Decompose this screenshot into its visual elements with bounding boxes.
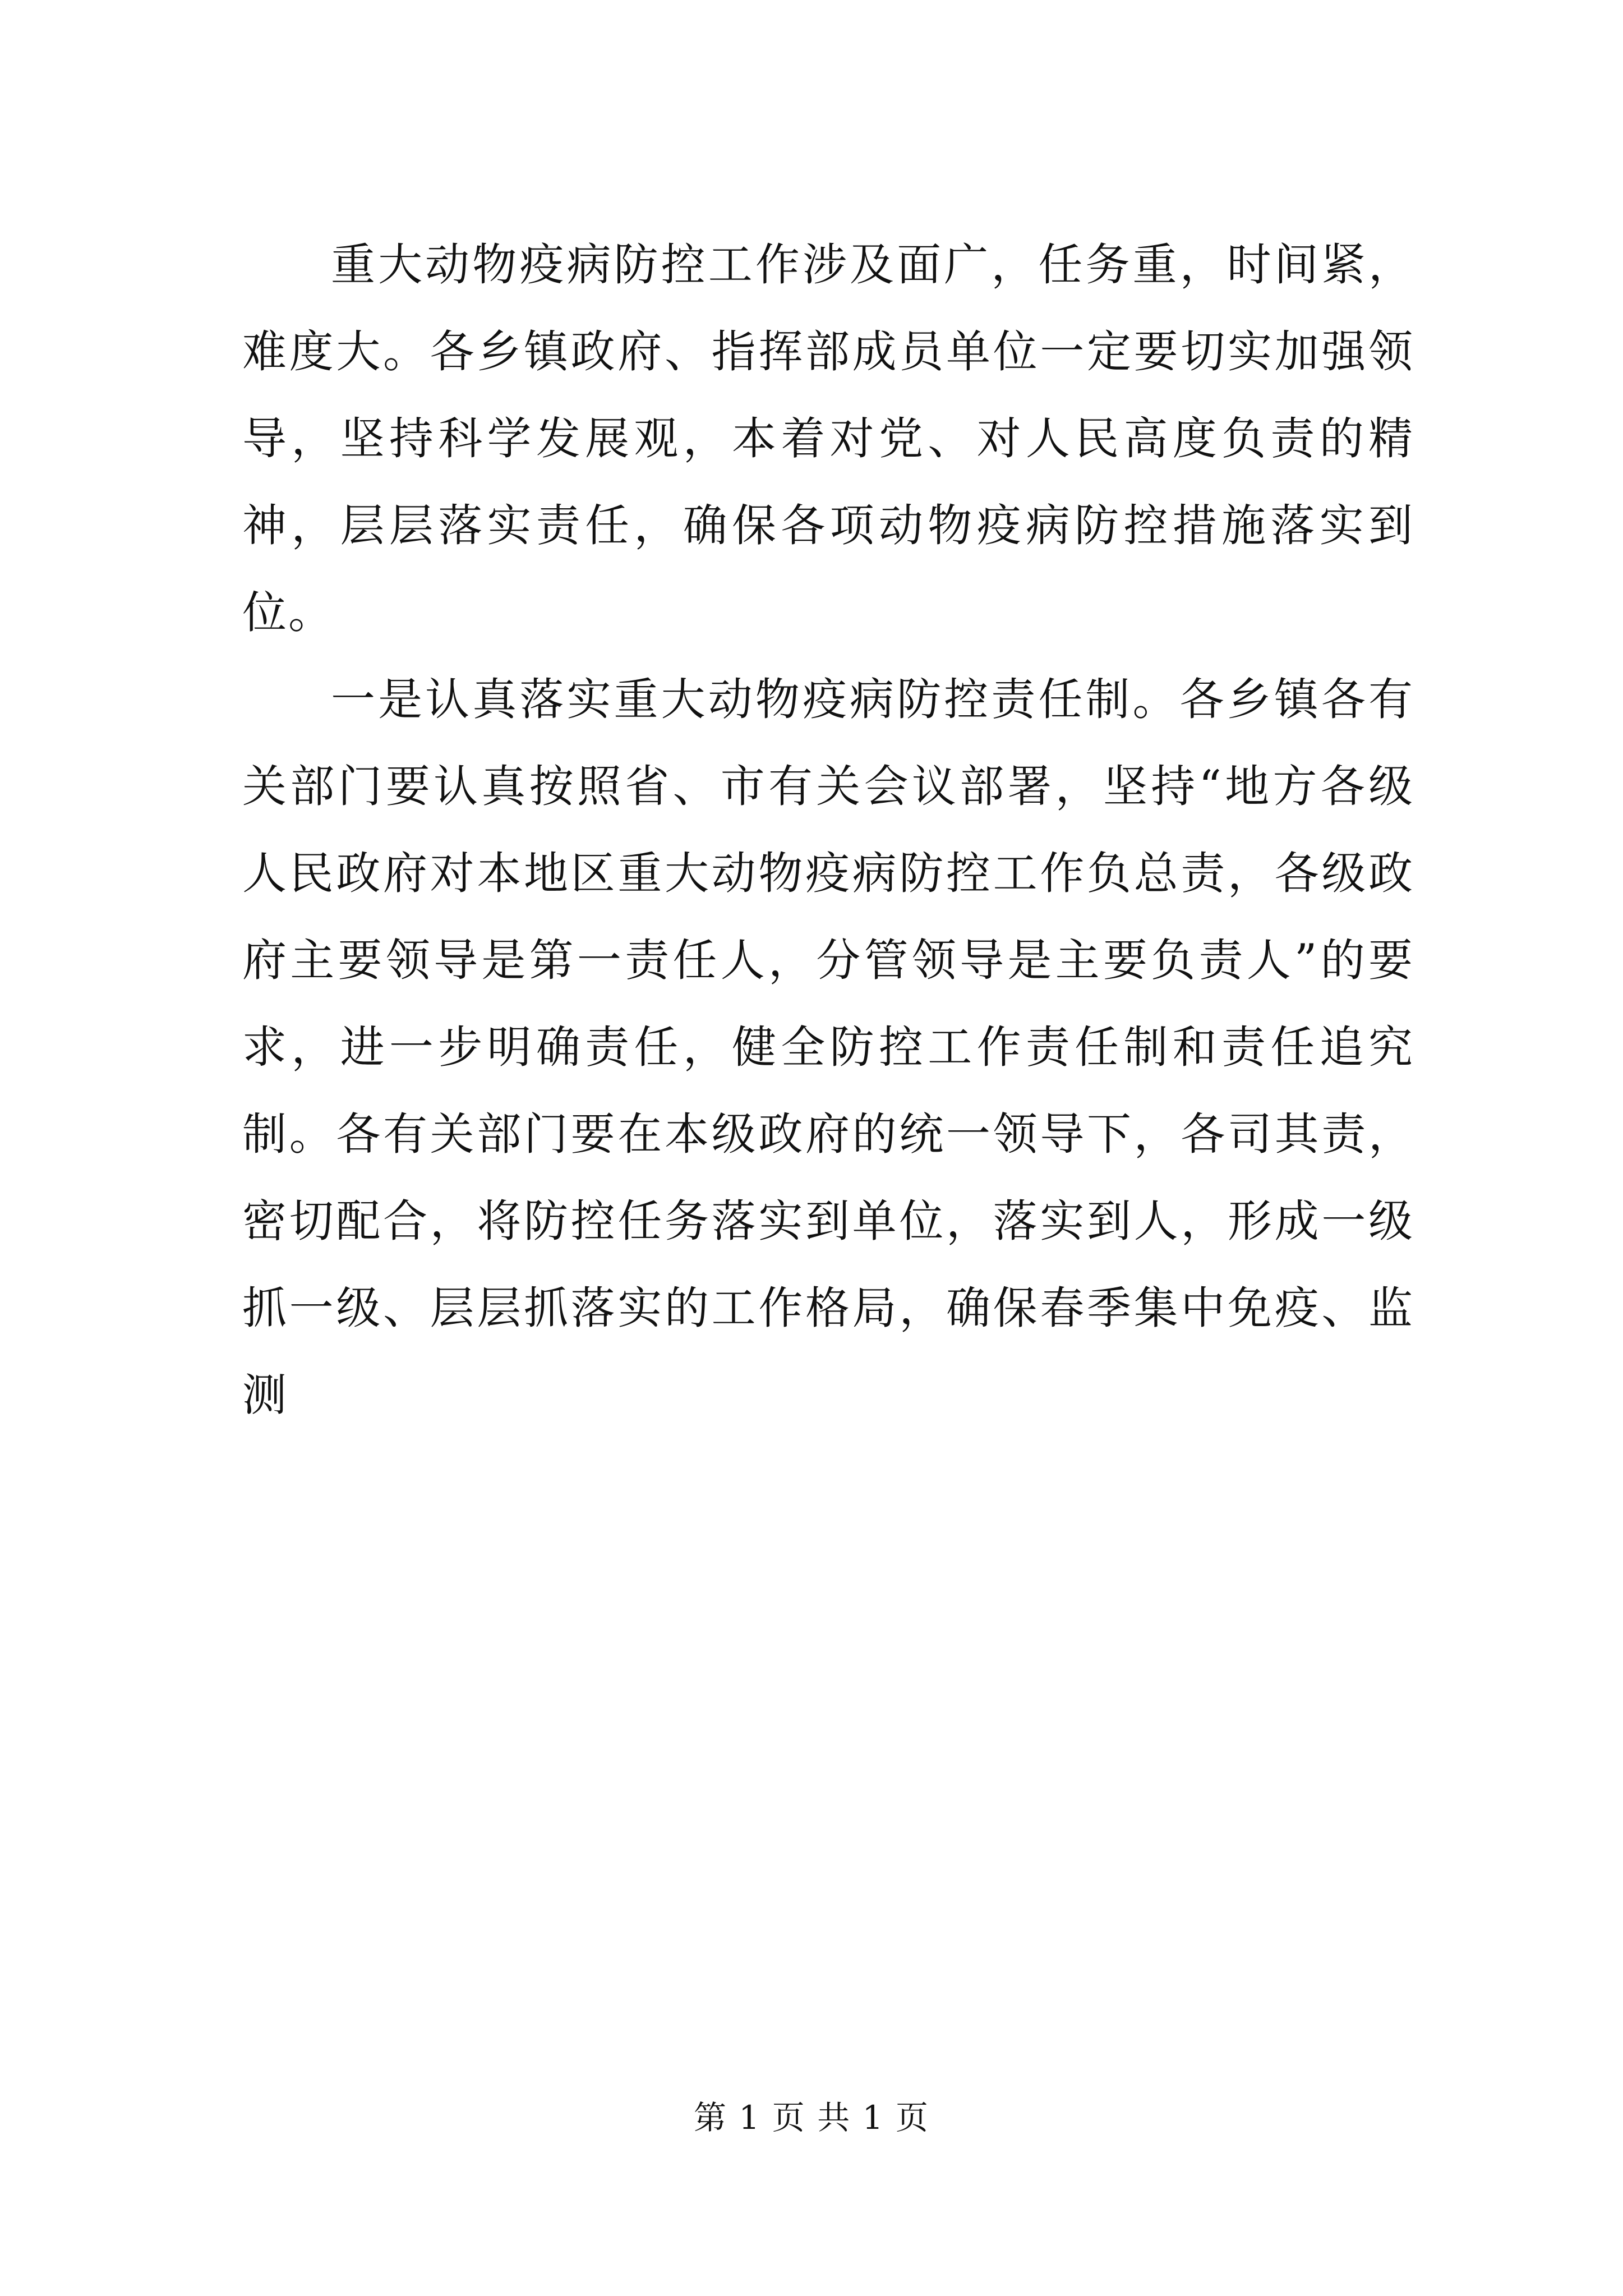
paragraph-2: 一是认真落实重大动物疫病防控责任制。各乡镇各有关部门要认真按照省、市有关会议部署，坚持“地方各级人民政府对本地区重大动物疫病防控工作负总责，各级政府主要领导是第一责任人，分管领导是主要负责人”的要求，进一步明确责任，健全防控工作责任制和责任追究制。各有关部门要在本级政府的统一领导下，各司其责，密切配合，将防控任务落实到单位，落实到人，形成一级抓一级、层层抓落实的工作格局，确保春季集中免疫、监测	[242, 674, 1414, 1421]
paragraph-1: 重大动物疫病防控工作涉及面广，任务重，时间紧，难度大。各乡镇政府、指挥部成员单位一定要切实加强领导，坚持科学发展观，本着对党、对人民高度负责的精神，层层落实责任，确保各项动物疫病防控措施落实到位。	[242, 239, 1414, 638]
page-number-footer: 第 1 页 共 1 页	[694, 2099, 929, 2137]
document-body	[242, 222, 1414, 1439]
